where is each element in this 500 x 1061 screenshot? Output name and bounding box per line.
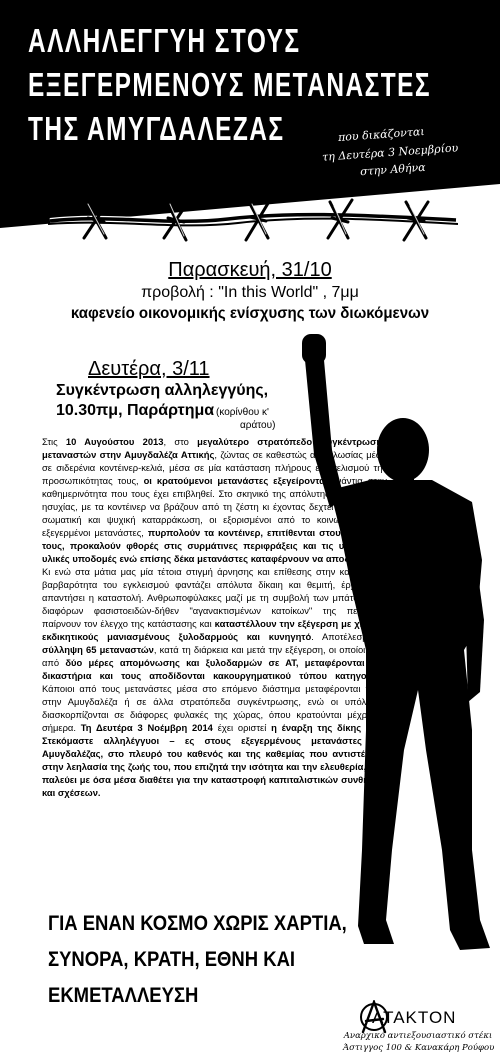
body-segment: καταστέλλουν την εξέγερση με χημικά, εκδικητικούς μανιασμένους ξυλοδαρμούς και κυνηγητό — [42, 618, 387, 642]
body-segment: έχει οριστεί — [212, 722, 272, 733]
body-paragraph — [42, 435, 387, 799]
event2-address-note-cont: αράτου) — [240, 420, 276, 431]
body-segment: ενάντια στην καθημερινότητα που τους έχει επιβληθεί. Στο σκηνικό της απόλυτης καλοκαιρινής ησυχίας, με τα κοντέινερ να βράζουν από τη ζέστη κι έχοντας δεχτεί πολλάκις τη σωματική και ψυχική καταρράκωση, οι εξορισμένοι από το κοινωνικό πεδίο εξεγερμένοι μετανάστες, — [42, 475, 388, 538]
body-segment: 10 Αυγούστου 2013 — [65, 436, 164, 447]
slogan-line-2: ΣΥΝΟΡΑ, ΚΡΑΤΗ, ΕΘΝΗ ΚΑΙ — [48, 948, 296, 971]
event1-place: καφενείο οικονομικής ενίσχυσης των διωκόμενων — [70, 305, 430, 322]
slogan-line-1: ΓΙΑ ΕΝΑΝ ΚΟΣΜΟ ΧΩΡΙΣ ΧΑΡΤΙΑ, — [48, 912, 347, 935]
body-segment: . Κάποιοι από τους μετανάστες μέσα στο επόμενο διάστημα μεταφέρονται πίσω στην Αμυγδαλέζα ή σε άλλα στρατόπεδα συγκέντρωσης, ενώ οι υπόλοιποι διασκορπίζονται σε διάφορες φυλακές της χώρας, όπου κρατούνται μέχρι και σήμερα. — [42, 670, 387, 733]
body-segment: Στεκόμαστε αλληλέγγυοι – ες στους εξεγερμένους μετανάστες της Αμυγδαλέζας, στο πλευρό του καθενός και της καθεμίας που αντιστέκεται στην λεηλασία της ζωής του, που επιζητά την ισότητα και την ελευθερία, που παλεύει με όσα μέσα διαθέτει για την καταστροφή καπιταλιστικών συνθηκών και σχέσεων. — [42, 735, 387, 798]
headline-line-1: ΑΛΛΗΛΕΓΓΥΗ ΣΤΟΥΣ — [28, 22, 301, 59]
body-segment: , κατά τη διάρκεια και μετά την εξέγερση, οι οποίοι μετά από — [42, 644, 387, 668]
body-segment: Τη Δευτέρα 3 Νοέμβρη 2014 — [80, 722, 213, 733]
body-segment: δύο μέρες απομόνωσης και ξυλοδαρμών σε ΑΤ, μεταφέρονται στα δικαστήρια και τους αποδίδονται κακουργηματικού τύπου κατηγορίες — [42, 657, 387, 681]
barbed-wire-icon — [48, 188, 458, 248]
collective-subtitle: Αναρχικό αντιεξουσιαστικό στέκι — [343, 1031, 493, 1041]
headline-line-2: ΕΞΕΓΕΡΜΕΝΟΥΣ ΜΕΤΑΝΑΣΤΕΣ — [28, 66, 432, 103]
event2-title: Συγκέντρωση αλληλεγγύης, — [56, 382, 269, 399]
body-segment: οι κρατούμενοι μετανάστες εξεγείρονται — [143, 475, 328, 486]
body-segment: μεγαλύτερο στρατόπεδο συγκέντρωσης μεταναστών στην Αμυγδαλέζα Αττικής — [42, 436, 387, 460]
body-segment: σύλληψη 65 μεταναστών — [42, 644, 154, 655]
body-segment: η έναρξη της δίκης — [271, 722, 362, 733]
handwritten-note-line-1: που δικάζονται — [337, 124, 426, 145]
event2-date: Δευτέρα, 3/11 — [88, 358, 210, 380]
body-segment: Στις — [42, 436, 66, 447]
body-segment: . Αποτέλεσμα η — [311, 631, 387, 642]
event2-address-note: (κορίνθου κ' — [216, 407, 269, 418]
handwritten-note-line-3: στην Αθήνα — [359, 160, 427, 179]
body-segment: , ζώντας σε καθεστώς αιχμαλωσίας μέσα σε σιδερένια κοντέινερ-κελιά, μέσα σε μία κατάσταση πλήρους εξευτελισμού της προσωπικότητας τους, — [42, 449, 387, 486]
body-segment: τους. — [361, 722, 388, 733]
event1-date: Παρασκευή, 31/10 — [168, 259, 332, 281]
handwritten-note-line-2: τη Δευτέρα 3 Νοεμβρίου — [321, 141, 459, 164]
event2-time-place: 10.30πμ, Παράρτημα — [56, 402, 215, 419]
body-segment: Κι ενώ στα μάτια μας μία τέτοια στιγμή άρνησης και επίθεσης στην καθημερινή βαρβαρότητα του εγκλεισμού φαντάζει απόλυτα δίκαιη και θεμιτή, έρχεται να απαντήσει η καταστολή. Ανθρωποφύλακες μαζί με τη συμβολή των μπάτσων και διαφόρων φασιστοειδών-δήθεν "αγανακτισμένων κατοίκων" της περιοχής, παίρνουν τον έλεγχο της κατάστασης και — [42, 566, 387, 629]
headline-line-3: ΤΗΣ ΑΜΥΓΔΑΛΕΖΑΣ — [28, 110, 285, 147]
collective-address: Άστιγγος 100 & Κανακάρη Ρούφου — [343, 1043, 495, 1053]
collective-name: ΑΤΑΚΤΟΝ — [372, 1008, 457, 1027]
event1-screening: προβολή : "In this World" , 7μμ — [141, 284, 359, 301]
body-segment: , στο — [163, 436, 198, 447]
slogan-line-3: ΕΚΜΕΤΑΛΛΕΥΣΗ — [48, 984, 199, 1007]
body-segment: πυρπολούν τα κοντέινερ, επιτίθενται στους φύλακές τους, προκαλούν φθορές στις συρμάτινες περιφράξεις και τις υπόλοιπες υλικές υποδομές ενώ επίσης δέκα μετανάστες καταφέρνουν να αποδράσουν. — [42, 527, 387, 564]
